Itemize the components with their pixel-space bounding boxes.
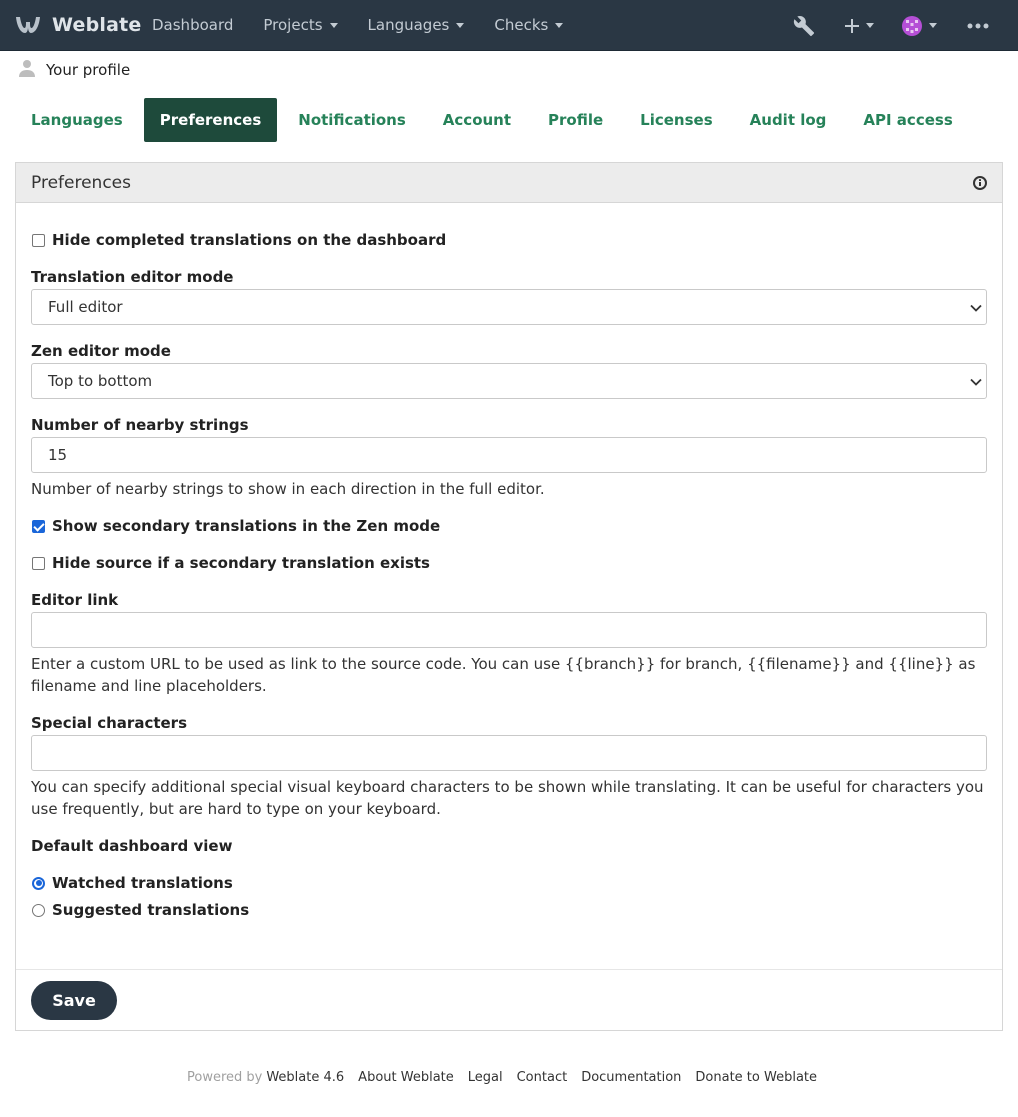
dashboard-view-option xyxy=(31,872,987,894)
watched-translations-radio[interactable] xyxy=(32,877,45,890)
special-chars-help: You can specify additional special visual keyboard characters to be shown while translating. It can be useful for characters you use frequently, but are hard to type on your keyboard. xyxy=(31,778,984,818)
panel-header xyxy=(16,163,1002,203)
caret-down-icon xyxy=(456,23,464,28)
hide-completed-label[interactable]: Hide completed translations on the dashboard xyxy=(52,231,447,249)
main-nav xyxy=(152,16,593,34)
chevron-down-icon xyxy=(970,302,982,314)
tab-account[interactable]: Account xyxy=(442,111,512,129)
special-chars-field xyxy=(31,712,987,820)
plus-icon xyxy=(845,19,859,33)
hide-source-label[interactable]: Hide source if a secondary translation exists xyxy=(52,554,430,572)
tab-languages[interactable]: Languages xyxy=(31,111,123,129)
caret-down-icon xyxy=(866,23,874,28)
nearby-field xyxy=(31,414,987,500)
caret-down-icon xyxy=(330,23,338,28)
powered-by-text: Powered by xyxy=(186,1070,263,1085)
watched-translations-label[interactable]: Watched translations xyxy=(52,874,233,892)
editor-link-field xyxy=(31,589,987,697)
footer-link-legal[interactable]: Legal xyxy=(467,1070,503,1085)
nav-dashboard-label: Dashboard xyxy=(152,16,234,34)
nav-languages[interactable] xyxy=(368,16,465,34)
add-menu[interactable] xyxy=(845,19,874,33)
nav-checks-label: Checks xyxy=(494,16,549,34)
footer-link-version[interactable]: Weblate 4.6 xyxy=(266,1070,345,1085)
nearby-help: Number of nearby strings to show in each direction in the full editor. xyxy=(31,480,545,498)
footer-link-contact[interactable]: Contact xyxy=(516,1070,568,1085)
nav-right xyxy=(793,0,1018,51)
suggested-translations-label[interactable]: Suggested translations xyxy=(52,901,250,919)
preferences-panel xyxy=(15,162,1003,1031)
tab-profile[interactable]: Profile xyxy=(548,111,604,129)
tab-notifications[interactable]: Notifications xyxy=(298,111,406,129)
dashboard-view-option xyxy=(31,899,987,921)
footer-link-donate[interactable]: Donate to Weblate xyxy=(695,1070,818,1085)
page-footer xyxy=(0,1070,1018,1085)
user-icon xyxy=(18,59,36,81)
nav-projects-label: Projects xyxy=(263,16,323,34)
user-menu[interactable] xyxy=(902,16,937,36)
dashboard-view-field xyxy=(31,835,987,921)
editor-link-help: Enter a custom URL to be used as link to the source code. You can use {{branch}} for branch, {{filename}} and {{line}} as filename and line placeholders. xyxy=(31,655,976,695)
brand-name: Weblate xyxy=(52,14,142,36)
editor-mode-field xyxy=(31,266,987,325)
caret-down-icon xyxy=(929,23,937,28)
caret-down-icon xyxy=(555,23,563,28)
tab-api-access[interactable]: API access xyxy=(863,111,953,129)
nav-projects[interactable] xyxy=(263,16,337,34)
nav-checks[interactable] xyxy=(494,16,563,34)
nav-dashboard[interactable] xyxy=(152,16,233,34)
panel-footer xyxy=(16,969,1002,1030)
show-secondary-row xyxy=(31,515,987,537)
special-chars-input[interactable] xyxy=(31,735,987,771)
avatar-icon xyxy=(902,16,922,36)
footer-link-about[interactable]: About Weblate xyxy=(358,1070,454,1085)
save-button[interactable]: Save xyxy=(31,981,117,1020)
zen-mode-label: Zen editor mode xyxy=(31,342,171,360)
hide-completed-checkbox[interactable] xyxy=(32,234,45,247)
zen-mode-field xyxy=(31,340,987,399)
brand[interactable] xyxy=(14,13,142,37)
editor-mode-value: Full editor xyxy=(48,298,123,316)
panel-title: Preferences xyxy=(31,172,131,193)
show-secondary-checkbox[interactable] xyxy=(32,520,45,533)
editor-link-input[interactable] xyxy=(31,612,987,648)
editor-mode-label: Translation editor mode xyxy=(31,268,234,286)
dashboard-view-label: Default dashboard view xyxy=(31,837,233,855)
tab-preferences[interactable]: Preferences xyxy=(144,98,278,142)
hide-source-row xyxy=(31,552,987,574)
breadcrumb-your-profile[interactable]: Your profile xyxy=(46,61,131,79)
hide-source-checkbox[interactable] xyxy=(32,557,45,570)
breadcrumb xyxy=(0,51,1018,89)
footer-link-documentation[interactable]: Documentation xyxy=(581,1070,682,1085)
show-secondary-label[interactable]: Show secondary translations in the Zen mode xyxy=(52,517,441,535)
tab-audit-log[interactable]: Audit log xyxy=(749,111,827,129)
more-icon[interactable] xyxy=(967,23,989,29)
tab-licenses[interactable]: Licenses xyxy=(640,111,713,129)
chevron-down-icon xyxy=(970,376,982,388)
wrench-icon[interactable] xyxy=(793,15,815,37)
weblate-logo-icon xyxy=(14,13,42,37)
editor-link-label: Editor link xyxy=(31,591,119,609)
suggested-translations-radio[interactable] xyxy=(32,904,45,917)
panel-body xyxy=(16,203,1002,921)
nearby-input[interactable] xyxy=(31,437,987,473)
profile-tabs xyxy=(15,98,1018,142)
nearby-label: Number of nearby strings xyxy=(31,416,249,434)
zen-mode-select[interactable] xyxy=(31,363,987,399)
top-navbar xyxy=(0,0,1018,51)
info-icon[interactable] xyxy=(973,176,987,194)
hide-completed-row xyxy=(31,229,987,251)
nav-languages-label: Languages xyxy=(367,16,450,34)
nearby-value: 15 xyxy=(48,446,68,464)
special-chars-label: Special characters xyxy=(31,714,188,732)
zen-mode-value: Top to bottom xyxy=(48,372,153,390)
editor-mode-select[interactable] xyxy=(31,289,987,325)
